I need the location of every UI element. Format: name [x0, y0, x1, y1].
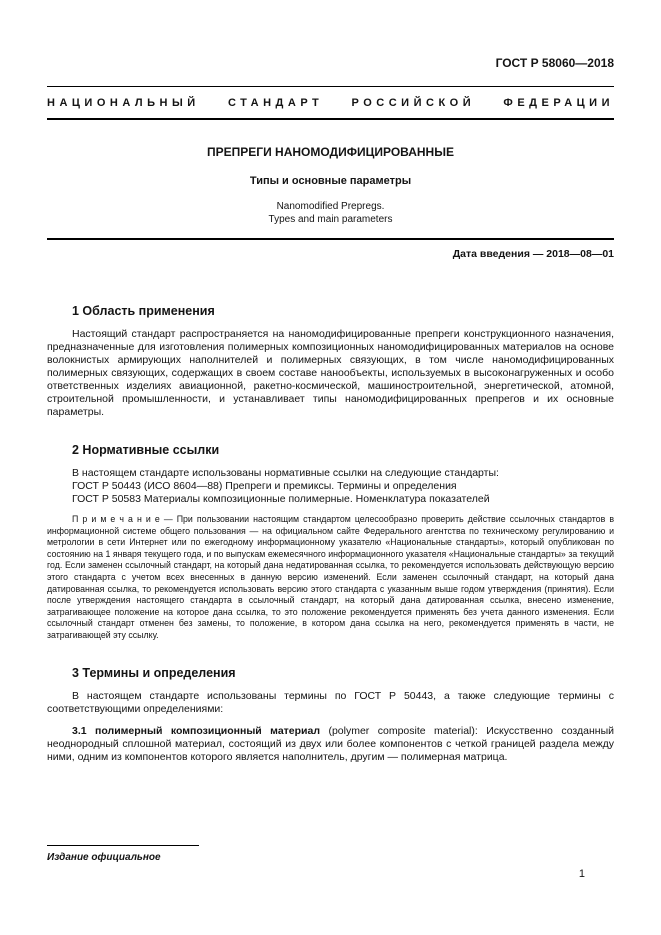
reference-gost-50443: ГОСТ Р 50443 (ИСО 8604—88) Препреги и премиксы. Термины и определения [72, 480, 457, 492]
section-3-intro: В настоящем стандарте использованы термины по ГОСТ Р 50443, а также следующие термины с соответствующими определениями: [47, 689, 614, 715]
section-3-heading: 3 Термины и определения [72, 665, 236, 680]
title-en-line2: Types and main parameters [268, 214, 393, 225]
section-1-paragraph: Настоящий стандарт распространяется на наномодифицированные препреги конструкционного назначения, предназначенные для изготовления полимерных композиционных наномодифицированных материалов на основе волокнистых армирующих наполнителей и полимерных связующих, в том числе наномодифицированных полимерных связующих, содержащих в своем составе нанообъекты, используемых в высоконагруженных и особо ответственных изделиях авиационной, ракетно-космической, машиностроительной, энергетической, атомной, строительной промышленности, и устанавливает типы наномодифицированных препрегов и их основные параметры. [47, 328, 614, 418]
title-main: ПРЕПРЕГИ НАНОМОДИФИЦИРОВАННЫЕ [207, 145, 454, 159]
title-english [47, 200, 614, 226]
page-content [47, 56, 614, 764]
note-label: П р и м е ч а н и е [72, 514, 160, 524]
divider-top [47, 86, 614, 87]
title-en-line1: Nanomodified Prepregs. [276, 201, 385, 212]
page-number: 1 [578, 868, 585, 880]
section-1-heading: 1 Область применения [72, 304, 215, 318]
section-2-note [47, 514, 614, 642]
note-text: — При пользовании настоящим стандартом целесообразно проверить действие ссылочных стандартов в информационной системе общего пользования — на официальном сайте Федерального агентства по техническому регулированию и метрологии в сети Интернет или по ежегодному информационному указателю «Национальные стандарты», который опубликован по состоянию на 1 января текущего года, и по выпускам ежемесячного информационного указателя «Национальные стандарты» за текущий год. Если заменен ссылочный стандарт, на который дана недатированная ссылка, то рекомендуется использовать действующую версию этого стандарта с учетом всех внесенных в данную версию изменений. Если заменен ссылочный стандарт, на который дана датированная ссылка, то рекомендуется использовать версию этого стандарта с указанным выше годом утверждения (принятия). Если после утверждения настоящего стандарта в ссылочный стандарт, на который дана датированная ссылка, внесено изменение, затрагивающее положение на которое дана ссылка, то это положение рекомендуется применять без учета данного изменения. Если ссылочный стандарт отменен без замены, то положение, в котором дана ссылка на него, рекомендуется применять в части, не затрагивающей эту ссылку. [47, 514, 614, 640]
term-text: (polymer composite material): Искусственно созданный неоднородный сплошной материал, состоящий из двух или более компонентов с четкой границей раздела между ними, одним из компонентов которого является наполнитель, другим — полимерная матрица. [47, 724, 614, 763]
title-sub: Типы и основные параметры [249, 175, 412, 187]
section-2-intro: В настоящем стандарте использованы нормативные ссылки на следующие стандарты: [72, 467, 499, 479]
term-definition [47, 725, 614, 764]
effective-date: Дата введения — 2018—08—01 [452, 248, 614, 260]
divider-banner [47, 118, 614, 120]
edition-note: Издание официальное [47, 852, 161, 863]
doc-number: ГОСТ Р 58060—2018 [495, 56, 614, 70]
reference-gost-50583: ГОСТ Р 50583 Материалы композиционные полимерные. Номенклатура показателей [72, 493, 490, 505]
federation-banner: НАЦИОНАЛЬНЫЙ СТАНДАРТ РОССИЙСКОЙ ФЕДЕРАЦИИ [47, 97, 614, 109]
section-2-heading: 2 Нормативные ссылки [72, 443, 220, 457]
term-name: 3.1 полимерный композиционный материал [72, 724, 321, 737]
divider-title [47, 238, 614, 240]
footer-divider [47, 845, 199, 846]
